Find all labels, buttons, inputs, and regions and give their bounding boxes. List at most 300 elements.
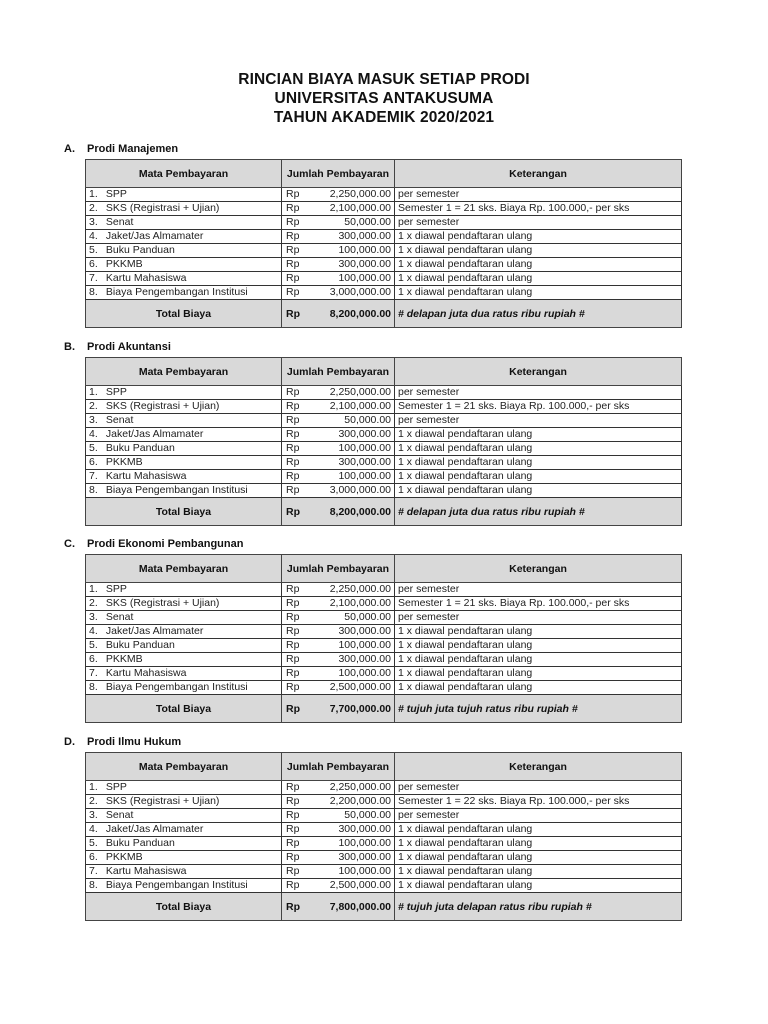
note-cell: 1 x diawal pendaftaran ulang	[395, 272, 682, 286]
item-name: SKS (Registrasi + Ujian)	[105, 795, 220, 807]
note-cell: per semester	[395, 809, 682, 823]
table-row	[86, 188, 682, 202]
table-row	[86, 851, 682, 865]
item-name: SPP	[105, 781, 127, 793]
item-cell	[86, 653, 282, 667]
currency: Rp	[286, 470, 300, 482]
table-row	[86, 414, 682, 428]
table-row	[86, 286, 682, 300]
table-row	[86, 879, 682, 893]
header-item: Mata Pembayaran	[86, 358, 282, 386]
item-cell	[86, 188, 282, 202]
currency: Rp	[286, 681, 300, 693]
item-cell	[86, 230, 282, 244]
total-currency: Rp	[286, 307, 300, 320]
total-words: # tujuh juta tujuh ratus ribu rupiah #	[395, 695, 682, 723]
note-cell: 1 x diawal pendaftaran ulang	[395, 286, 682, 300]
item-cell	[86, 823, 282, 837]
item-cell	[86, 386, 282, 400]
total-amount-cell	[282, 300, 395, 328]
item-cell	[86, 202, 282, 216]
currency: Rp	[286, 809, 300, 821]
amount-value: 3,000,000.00	[329, 286, 391, 298]
currency: Rp	[286, 639, 300, 651]
amount-value: 50,000.00	[344, 216, 391, 228]
item-name: PKKMB	[105, 456, 143, 468]
amount-value: 300,000.00	[338, 851, 391, 863]
title-line-3: TAHUN AKADEMIK 2020/2021	[273, 109, 495, 126]
note-cell: per semester	[395, 188, 682, 202]
note-cell: per semester	[395, 386, 682, 400]
amount-cell	[282, 400, 395, 414]
item-name: Biaya Pengembangan Institusi	[105, 681, 248, 693]
item-number: 1.	[89, 583, 98, 595]
item-number: 8.	[89, 879, 98, 891]
total-currency: Rp	[286, 702, 300, 715]
table-body	[86, 386, 682, 498]
note-cell: per semester	[395, 781, 682, 795]
item-cell	[86, 286, 282, 300]
fee-table	[85, 752, 682, 921]
currency: Rp	[286, 202, 300, 214]
item-number: 2.	[89, 795, 98, 807]
amount-value: 2,200,000.00	[329, 795, 391, 807]
amount-cell	[282, 414, 395, 428]
prodi-section	[64, 537, 684, 723]
amount-cell	[282, 823, 395, 837]
currency: Rp	[286, 386, 300, 398]
item-name: SPP	[105, 188, 127, 200]
header-note: Keterangan	[395, 753, 682, 781]
header-amount: Jumlah Pembayaran	[282, 753, 395, 781]
table-row	[86, 781, 682, 795]
item-number: 4.	[89, 625, 98, 637]
item-name: Senat	[105, 216, 134, 228]
item-cell	[86, 272, 282, 286]
table-row	[86, 230, 682, 244]
item-name: Biaya Pengembangan Institusi	[105, 879, 248, 891]
amount-cell	[282, 470, 395, 484]
amount-value: 50,000.00	[344, 611, 391, 623]
currency: Rp	[286, 653, 300, 665]
section-heading	[64, 142, 684, 156]
total-amount: 8,200,000.00	[329, 505, 391, 518]
amount-value: 2,250,000.00	[329, 781, 391, 793]
amount-cell	[282, 865, 395, 879]
table-row	[86, 470, 682, 484]
currency: Rp	[286, 781, 300, 793]
amount-cell	[282, 681, 395, 695]
total-words: # tujuh juta delapan ratus ribu rupiah #	[395, 893, 682, 921]
amount-value: 100,000.00	[338, 865, 391, 877]
prodi-section	[64, 142, 684, 328]
currency: Rp	[286, 795, 300, 807]
currency: Rp	[286, 583, 300, 595]
item-name: Biaya Pengembangan Institusi	[105, 484, 248, 496]
item-cell	[86, 583, 282, 597]
item-name: SKS (Registrasi + Ujian)	[105, 400, 220, 412]
amount-cell	[282, 583, 395, 597]
total-amount: 7,800,000.00	[329, 900, 391, 913]
total-words: # delapan juta dua ratus ribu rupiah #	[395, 498, 682, 526]
item-name: Kartu Mahasiswa	[105, 865, 187, 877]
title-line-1: RINCIAN BIAYA MASUK SETIAP PRODI	[238, 71, 530, 88]
amount-cell	[282, 625, 395, 639]
amount-cell	[282, 202, 395, 216]
table-header-row	[86, 358, 682, 386]
note-cell: 1 x diawal pendaftaran ulang	[395, 879, 682, 893]
section-heading	[64, 735, 684, 749]
currency: Rp	[286, 851, 300, 863]
table-row	[86, 456, 682, 470]
item-cell	[86, 428, 282, 442]
note-cell: 1 x diawal pendaftaran ulang	[395, 667, 682, 681]
item-number: 6.	[89, 456, 98, 468]
section-letter: B.	[64, 341, 75, 353]
total-label: Total Biaya	[86, 498, 282, 526]
section-letter: D.	[64, 736, 75, 748]
item-number: 5.	[89, 837, 98, 849]
currency: Rp	[286, 667, 300, 679]
item-number: 6.	[89, 653, 98, 665]
total-label: Total Biaya	[86, 695, 282, 723]
section-name: Prodi Ilmu Hukum	[87, 736, 182, 748]
table-row	[86, 823, 682, 837]
currency: Rp	[286, 244, 300, 256]
item-number: 5.	[89, 639, 98, 651]
section-letter: C.	[64, 538, 75, 550]
currency: Rp	[286, 837, 300, 849]
fee-table	[85, 159, 682, 328]
note-cell: per semester	[395, 611, 682, 625]
total-row	[86, 893, 682, 921]
item-number: 1.	[89, 188, 98, 200]
header-note: Keterangan	[395, 358, 682, 386]
currency: Rp	[286, 456, 300, 468]
currency: Rp	[286, 230, 300, 242]
item-name: SKS (Registrasi + Ujian)	[105, 597, 220, 609]
amount-value: 100,000.00	[338, 272, 391, 284]
total-amount-cell	[282, 695, 395, 723]
note-cell: 1 x diawal pendaftaran ulang	[395, 681, 682, 695]
item-number: 6.	[89, 258, 98, 270]
amount-cell	[282, 795, 395, 809]
amount-value: 100,000.00	[338, 667, 391, 679]
note-cell: Semester 1 = 21 sks. Biaya Rp. 100.000,- per sks	[395, 202, 682, 216]
note-cell: 1 x diawal pendaftaran ulang	[395, 470, 682, 484]
prodi-section	[64, 340, 684, 526]
table-row	[86, 244, 682, 258]
currency: Rp	[286, 188, 300, 200]
amount-cell	[282, 230, 395, 244]
note-cell: 1 x diawal pendaftaran ulang	[395, 230, 682, 244]
amount-value: 100,000.00	[338, 639, 391, 651]
item-name: Kartu Mahasiswa	[105, 470, 187, 482]
item-name: Buku Panduan	[105, 442, 175, 454]
note-cell: per semester	[395, 216, 682, 230]
amount-value: 2,100,000.00	[329, 400, 391, 412]
item-number: 1.	[89, 781, 98, 793]
amount-value: 300,000.00	[338, 428, 391, 440]
header-item: Mata Pembayaran	[86, 555, 282, 583]
item-number: 7.	[89, 865, 98, 877]
header-note: Keterangan	[395, 160, 682, 188]
item-name: PKKMB	[105, 653, 143, 665]
amount-cell	[282, 781, 395, 795]
amount-value: 100,000.00	[338, 837, 391, 849]
table-row	[86, 653, 682, 667]
document-title	[0, 70, 768, 127]
table-row	[86, 667, 682, 681]
amount-cell	[282, 837, 395, 851]
total-currency: Rp	[286, 505, 300, 518]
item-name: Senat	[105, 809, 134, 821]
item-name: Biaya Pengembangan Institusi	[105, 286, 248, 298]
amount-value: 2,250,000.00	[329, 583, 391, 595]
item-name: Buku Panduan	[105, 837, 175, 849]
amount-cell	[282, 879, 395, 893]
note-cell: 1 x diawal pendaftaran ulang	[395, 456, 682, 470]
item-number: 5.	[89, 442, 98, 454]
item-number: 8.	[89, 286, 98, 298]
table-row	[86, 597, 682, 611]
amount-value: 2,100,000.00	[329, 202, 391, 214]
amount-cell	[282, 428, 395, 442]
item-number: 3.	[89, 414, 98, 426]
amount-value: 300,000.00	[338, 823, 391, 835]
table-row	[86, 202, 682, 216]
item-number: 3.	[89, 611, 98, 623]
note-cell: 1 x diawal pendaftaran ulang	[395, 865, 682, 879]
section-heading	[64, 340, 684, 354]
total-amount: 8,200,000.00	[329, 307, 391, 320]
amount-cell	[282, 456, 395, 470]
amount-cell	[282, 216, 395, 230]
item-cell	[86, 597, 282, 611]
amount-cell	[282, 667, 395, 681]
amount-cell	[282, 442, 395, 456]
section-heading	[64, 537, 684, 551]
total-words: # delapan juta dua ratus ribu rupiah #	[395, 300, 682, 328]
section-name: Prodi Manajemen	[87, 143, 179, 155]
amount-value: 50,000.00	[344, 414, 391, 426]
item-number: 1.	[89, 386, 98, 398]
amount-cell	[282, 258, 395, 272]
amount-value: 2,500,000.00	[329, 879, 391, 891]
item-cell	[86, 470, 282, 484]
section-name: Prodi Ekonomi Pembangunan	[87, 538, 244, 550]
item-cell	[86, 484, 282, 498]
item-name: Kartu Mahasiswa	[105, 272, 187, 284]
item-number: 8.	[89, 681, 98, 693]
item-number: 7.	[89, 470, 98, 482]
item-name: Senat	[105, 611, 134, 623]
table-row	[86, 639, 682, 653]
note-cell: 1 x diawal pendaftaran ulang	[395, 837, 682, 851]
header-item: Mata Pembayaran	[86, 753, 282, 781]
table-row	[86, 400, 682, 414]
header-note: Keterangan	[395, 555, 682, 583]
amount-value: 100,000.00	[338, 470, 391, 482]
amount-cell	[282, 809, 395, 823]
note-cell: 1 x diawal pendaftaran ulang	[395, 428, 682, 442]
item-name: SPP	[105, 386, 127, 398]
currency: Rp	[286, 597, 300, 609]
item-name: Jaket/Jas Almamater	[105, 230, 204, 242]
table-header-row	[86, 160, 682, 188]
item-number: 2.	[89, 597, 98, 609]
table-row	[86, 681, 682, 695]
amount-value: 300,000.00	[338, 653, 391, 665]
prodi-section	[64, 735, 684, 921]
section-name: Prodi Akuntansi	[87, 341, 171, 353]
table-row	[86, 386, 682, 400]
amount-value: 300,000.00	[338, 230, 391, 242]
item-number: 7.	[89, 272, 98, 284]
item-cell	[86, 809, 282, 823]
table-row	[86, 583, 682, 597]
item-cell	[86, 681, 282, 695]
item-number: 3.	[89, 216, 98, 228]
total-row	[86, 300, 682, 328]
amount-cell	[282, 386, 395, 400]
amount-cell	[282, 851, 395, 865]
note-cell: 1 x diawal pendaftaran ulang	[395, 258, 682, 272]
currency: Rp	[286, 216, 300, 228]
total-amount: 7,700,000.00	[329, 702, 391, 715]
table-row	[86, 258, 682, 272]
amount-value: 3,000,000.00	[329, 484, 391, 496]
table-body	[86, 583, 682, 695]
table-row	[86, 216, 682, 230]
item-number: 4.	[89, 428, 98, 440]
currency: Rp	[286, 879, 300, 891]
item-name: Kartu Mahasiswa	[105, 667, 187, 679]
item-name: Jaket/Jas Almamater	[105, 823, 204, 835]
currency: Rp	[286, 258, 300, 270]
item-number: 4.	[89, 823, 98, 835]
title-line-2: UNIVERSITAS ANTAKUSUMA	[274, 90, 494, 107]
currency: Rp	[286, 414, 300, 426]
item-name: Buku Panduan	[105, 639, 175, 651]
amount-cell	[282, 639, 395, 653]
item-cell	[86, 258, 282, 272]
item-cell	[86, 625, 282, 639]
table-body	[86, 188, 682, 300]
amount-value: 2,500,000.00	[329, 681, 391, 693]
note-cell: per semester	[395, 414, 682, 428]
item-cell	[86, 216, 282, 230]
amount-value: 300,000.00	[338, 456, 391, 468]
amount-value: 300,000.00	[338, 625, 391, 637]
item-number: 2.	[89, 202, 98, 214]
note-cell: Semester 1 = 22 sks. Biaya Rp. 100.000,- per sks	[395, 795, 682, 809]
table-row	[86, 625, 682, 639]
item-cell	[86, 865, 282, 879]
amount-cell	[282, 611, 395, 625]
amount-value: 2,250,000.00	[329, 188, 391, 200]
item-cell	[86, 244, 282, 258]
note-cell: 1 x diawal pendaftaran ulang	[395, 625, 682, 639]
total-amount-cell	[282, 498, 395, 526]
note-cell: 1 x diawal pendaftaran ulang	[395, 653, 682, 667]
item-cell	[86, 611, 282, 625]
item-number: 6.	[89, 851, 98, 863]
amount-cell	[282, 272, 395, 286]
currency: Rp	[286, 272, 300, 284]
table-row	[86, 484, 682, 498]
header-amount: Jumlah Pembayaran	[282, 160, 395, 188]
note-cell: 1 x diawal pendaftaran ulang	[395, 484, 682, 498]
table-row	[86, 837, 682, 851]
total-label: Total Biaya	[86, 300, 282, 328]
currency: Rp	[286, 442, 300, 454]
amount-cell	[282, 484, 395, 498]
item-number: 4.	[89, 230, 98, 242]
item-cell	[86, 442, 282, 456]
amount-cell	[282, 286, 395, 300]
total-amount-cell	[282, 893, 395, 921]
amount-cell	[282, 597, 395, 611]
amount-value: 50,000.00	[344, 809, 391, 821]
amount-value: 100,000.00	[338, 442, 391, 454]
amount-value: 100,000.00	[338, 244, 391, 256]
amount-value: 300,000.00	[338, 258, 391, 270]
item-cell	[86, 456, 282, 470]
note-cell: per semester	[395, 583, 682, 597]
table-row	[86, 442, 682, 456]
table-body	[86, 781, 682, 893]
total-row	[86, 695, 682, 723]
note-cell: 1 x diawal pendaftaran ulang	[395, 851, 682, 865]
item-name: Jaket/Jas Almamater	[105, 625, 204, 637]
header-item: Mata Pembayaran	[86, 160, 282, 188]
item-name: Jaket/Jas Almamater	[105, 428, 204, 440]
fee-table	[85, 554, 682, 723]
item-name: PKKMB	[105, 851, 143, 863]
item-cell	[86, 879, 282, 893]
currency: Rp	[286, 428, 300, 440]
amount-cell	[282, 653, 395, 667]
currency: Rp	[286, 625, 300, 637]
table-row	[86, 795, 682, 809]
table-row	[86, 809, 682, 823]
item-cell	[86, 781, 282, 795]
table-row	[86, 272, 682, 286]
item-name: PKKMB	[105, 258, 143, 270]
table-row	[86, 428, 682, 442]
fee-table	[85, 357, 682, 526]
currency: Rp	[286, 823, 300, 835]
item-name: Senat	[105, 414, 134, 426]
note-cell: 1 x diawal pendaftaran ulang	[395, 244, 682, 258]
total-currency: Rp	[286, 900, 300, 913]
amount-cell	[282, 188, 395, 202]
total-label: Total Biaya	[86, 893, 282, 921]
item-number: 7.	[89, 667, 98, 679]
header-amount: Jumlah Pembayaran	[282, 555, 395, 583]
item-cell	[86, 837, 282, 851]
item-number: 5.	[89, 244, 98, 256]
item-number: 3.	[89, 809, 98, 821]
item-cell	[86, 639, 282, 653]
table-header-row	[86, 753, 682, 781]
currency: Rp	[286, 484, 300, 496]
section-letter: A.	[64, 143, 75, 155]
note-cell: Semester 1 = 21 sks. Biaya Rp. 100.000,- per sks	[395, 597, 682, 611]
item-cell	[86, 795, 282, 809]
item-name: SPP	[105, 583, 127, 595]
